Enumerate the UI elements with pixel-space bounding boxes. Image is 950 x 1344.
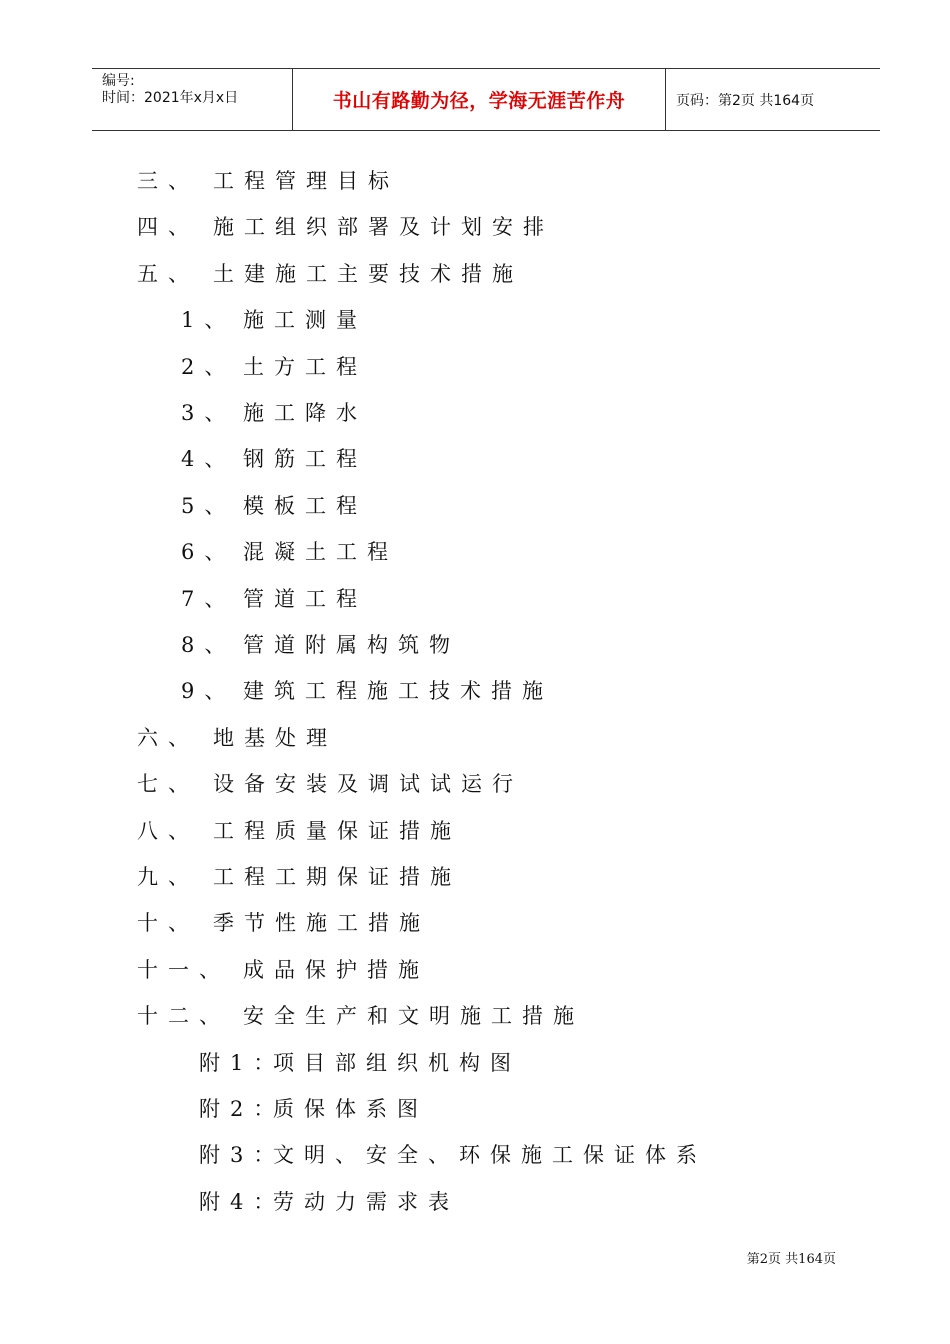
header-page-number: 页码：第2页 共164页: [676, 92, 815, 109]
header-page-cell: [666, 69, 880, 130]
toc-item: [181, 483, 367, 529]
toc-item-number: 3、: [181, 401, 236, 425]
toc-item: [181, 576, 367, 622]
toc-item-title: 钢筋工程: [243, 447, 367, 472]
serial-number-label: 编号:: [102, 73, 135, 89]
toc-item-title: 工程工期保证措施: [213, 865, 461, 889]
toc-item: [181, 436, 367, 482]
toc-item-number: 七、: [137, 772, 199, 797]
toc-item: [199, 1132, 707, 1178]
toc-item-title: 土建施工主要技术措施: [213, 261, 523, 286]
toc-item-number: 九、: [137, 865, 199, 889]
toc-item: [137, 158, 399, 204]
toc-item: [137, 761, 523, 807]
footer-page-number: 第2页 共164页: [746, 1252, 836, 1267]
toc-item-number: 5、: [181, 493, 236, 518]
toc-item-title: 文明、安全、环保施工保证体系: [273, 1143, 707, 1168]
toc-item-number: 6、: [181, 540, 236, 565]
toc-item-number: 五、: [137, 261, 199, 286]
date-label: 时间：2021年x月x日: [102, 90, 239, 106]
toc-item-number: 附1：: [199, 1050, 285, 1075]
toc-item: [181, 668, 553, 714]
toc-item-title: 管道工程: [243, 586, 367, 611]
toc-item: [137, 900, 430, 946]
toc-item-number: 附4：: [199, 1189, 285, 1214]
toc-item-number: 7、: [181, 586, 236, 611]
toc-item-number: 2、: [181, 354, 236, 379]
toc-item: [137, 854, 461, 900]
header-motto-cell: [293, 69, 666, 130]
toc-item-number: 十、: [137, 911, 199, 936]
toc-item-number: 四、: [137, 215, 199, 240]
toc-item: [181, 297, 367, 343]
toc-item-title: 季节性施工措施: [213, 911, 430, 936]
toc-item: [137, 251, 523, 297]
toc-item-number: 附2：: [199, 1097, 285, 1121]
toc-item-title: 建筑工程施工技术措施: [243, 679, 553, 704]
toc-item: [181, 529, 398, 575]
toc-item-title: 施工组织部署及计划安排: [213, 215, 554, 240]
header-meta-cell: [92, 69, 293, 130]
toc-item-title: 施工测量: [243, 308, 367, 333]
motto-text: 书山有路勤为径，学海无涯苦作舟: [332, 90, 626, 112]
toc-item-number: 三、: [137, 169, 199, 193]
toc-item-number: 八、: [137, 818, 199, 843]
toc-item-title: 工程质量保证措施: [213, 818, 461, 843]
toc-item: [181, 344, 367, 390]
toc-item-number: 1、: [181, 308, 236, 333]
toc-item-title: 混凝土工程: [243, 540, 398, 565]
toc-item: [181, 390, 367, 436]
toc-item-number: 附3：: [199, 1143, 285, 1168]
toc-item-title: 施工降水: [243, 401, 367, 425]
toc-item-number: 六、: [137, 725, 199, 750]
toc-item-title: 设备安装及调试试运行: [213, 772, 523, 797]
toc-item-number: 8、: [181, 633, 236, 657]
toc-item: [137, 204, 554, 250]
toc-item-title: 管道附属构筑物: [243, 633, 460, 657]
toc-item-number: 十二、: [137, 1004, 230, 1029]
toc-item: [199, 1086, 428, 1132]
toc-item: [137, 715, 337, 761]
toc-item-number: 9、: [181, 679, 236, 704]
toc-item: [199, 1040, 521, 1086]
toc-item: [181, 622, 460, 668]
page-header: [92, 68, 880, 131]
toc-item-title: 工程管理目标: [213, 169, 399, 193]
toc-item-title: 安全生产和文明施工措施: [243, 1004, 584, 1029]
toc-item: [137, 993, 584, 1039]
toc-item: [137, 947, 429, 993]
toc-item-number: 十一、: [137, 957, 230, 982]
toc-item-title: 土方工程: [243, 354, 367, 379]
toc-item-title: 质保体系图: [273, 1097, 428, 1121]
toc-item-title: 劳动力需求表: [273, 1189, 459, 1214]
toc-item-title: 成品保护措施: [243, 957, 429, 982]
toc-item: [199, 1179, 459, 1225]
toc-item-title: 项目部组织机构图: [273, 1050, 521, 1075]
toc-item-title: 模板工程: [243, 493, 367, 518]
toc-item-title: 地基处理: [213, 725, 337, 750]
toc-item: [137, 808, 461, 854]
toc-item-number: 4、: [181, 447, 236, 472]
